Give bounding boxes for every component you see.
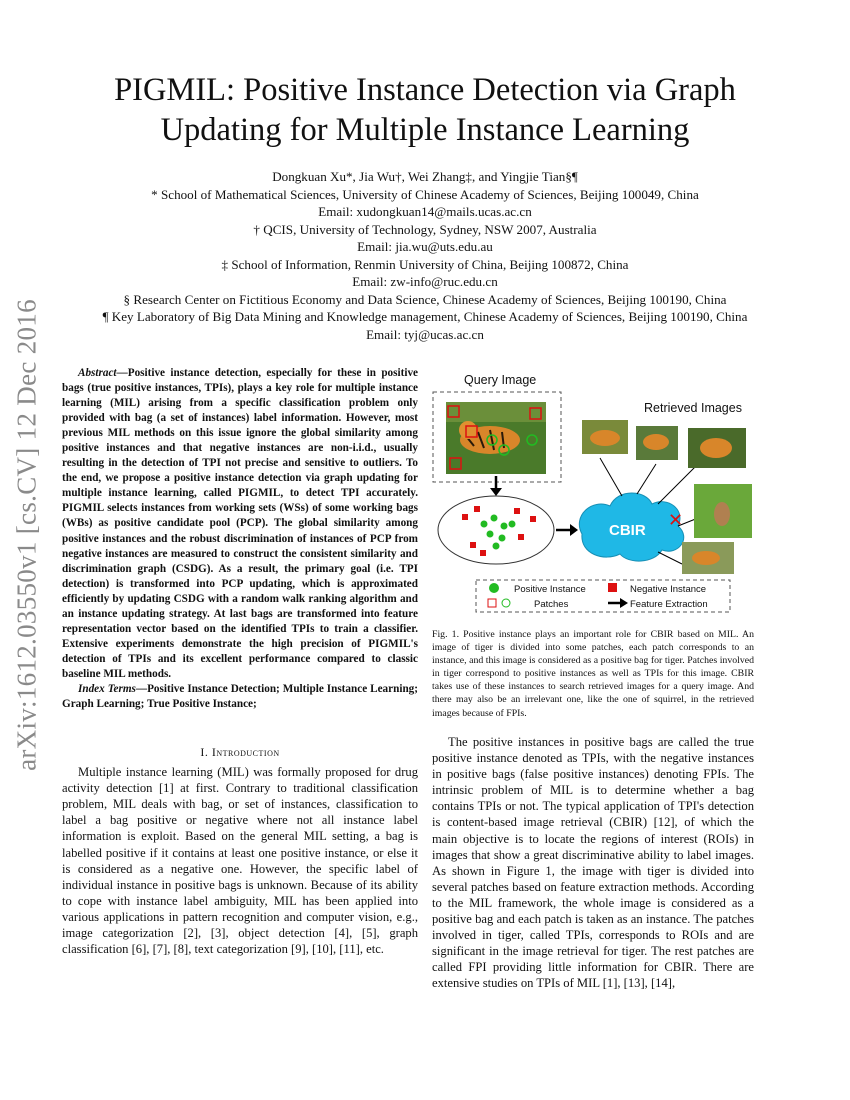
body-paragraph: The positive instances in positive bags are called the true positive instance denoted as TPIs, with the negative instances in positive bags (false positive instances) denoting FPIs. The intrinsic problem of MIL is to determine whether a bag contains TPIs or not. The typical application of TPI's detection is content-based image retrieval (CBIR) [12], of which the main objective is to locate the regions of interest (ROIs) in images that show a great discriminative ability to label images. As shown in Figure 1, the image with tiger is divided into several patches based on feature extraction methods. According to the MIL framework, the whole image is considered as a positive bag and each patch is taken as an instance. The patches involved in tiger, called TPIs, corresponds to ROIs and are significant in the image retrieval for tiger. The rest patches are called FPI providing little information for CBIR. There are extensive studies on TPIs of MIL [1], [13], [14], (432, 735, 754, 991)
author-block (60, 168, 790, 343)
email-2: Email: jia.wu@uts.edu.au (357, 239, 493, 254)
title-line-1: PIGMIL: Positive Instance Detection via Graph (114, 72, 736, 108)
index-terms-text: —Positive Instance Detection; Multiple Instance Learning; Graph Learning; True Positive Instance; (62, 682, 418, 711)
retrieved-images-label: Retrieved Images (644, 401, 742, 415)
title-line-2: Updating for Multiple Instance Learning (160, 112, 690, 148)
cbir-label: CBIR (609, 522, 646, 539)
legend-feature: Feature Extraction (630, 599, 708, 610)
abstract-label: Abstract (78, 367, 117, 379)
retrieved-tiger-2 (636, 426, 678, 460)
abstract-text: —Positive instance detection, especially for these in positive bags (true positive instances, TPIs), plays a key role for multiple instance learning (MIL) arising from a specific classification problem only provided with bag (a set of instances) label information. However, most previous MIL methods on this issue ignore the global similarity among positive instances and that negative instances are non-i.i.d., usually resulting in the detection of TPI not precise and sensitive to outliers. To the end, we propose a positive instance detection via graph updating for multiple instance learning, called PIGMIL, to detect TPI accurately. PIGMIL selects instances from working sets (WSs) of some working bags (WBs) as positive candidate pool (PCP). The global similarity among positive instances and the robust discrimination of instances of PCP from negative instances are measured to construct the consistent similarity and discrimination graph (CSDG). As a result, the primary goal (i.e. TPI detection) is transformed into PCP updating, which is approximated efficiently by updating CSDG with a random walk ranking algorithm and an instance updating strategy. At last bags are transformed into feature representation vector based on the identified TPIs to train a classifier. Extensive experiments demonstrate the high precision of PIGMIL's detection of TPIs and its excellent performance compared to classic baseline MIL methods. (62, 367, 418, 680)
reject-mark: ✕ (668, 510, 684, 530)
affiliation-2: † QCIS, University of Technology, Sydney, NSW 2007, Australia (253, 221, 597, 237)
section-heading: I. Introduction (200, 745, 280, 759)
legend-negative-marker (608, 583, 617, 592)
retrieved-squirrel (694, 484, 752, 538)
query-image-label: Query Image (464, 373, 537, 387)
figure-1 (432, 366, 754, 616)
tiger-query-image (446, 402, 546, 474)
affiliation-4: § Research Center on Fictitious Economy and Data Science, Chinese Academy of Sciences, Beijing 100190, China (123, 291, 727, 307)
legend-patches: Patches (534, 599, 569, 610)
email-3: Email: zw-info@ruc.edu.cn (352, 274, 498, 289)
abstract (62, 366, 418, 712)
legend-negative: Negative Instance (630, 584, 707, 595)
retrieved-tiger-3 (688, 428, 746, 468)
figure-caption: Fig. 1. Positive instance plays an important role for CBIR based on MIL. An image of tiger is divided into some patches, each patch corresponds to an instance, and this image is considered as a positive bag for tiger. Patches involved in tiger correspond to positive instances as well as TPIs for this image. CBIR takes use of these instances to search retrieved images for a query image. And there may also be an irrelevant one, like the one of squirrel, in the retrieved images because of FPIs. (432, 629, 754, 719)
instance-pool (438, 496, 554, 564)
legend-positive-marker (489, 583, 499, 593)
legend-positive: Positive Instance (514, 584, 586, 595)
arxiv-stamp: arXiv:1612.03550v1 [cs.CV] 12 Dec 2016 (11, 299, 42, 771)
index-terms-label: Index Terms (78, 682, 136, 695)
intro-paragraph: Multiple instance learning (MIL) was formally proposed for drug activity detection [1] at first. Contrary to traditional classification problem, MIL deals with bag, or set of instances, classification to label a bag positive or negative where not all instance label information is exploit. Based on the general MIL setting, a bag is labelled positive if it contains at least one positive instance, or else it is considered as a negative one. However, the specific label of individual instance in positive bags is unknown. Because of its ability to cope with instance label ambiguity, MIL has been applied into various applications in pattern recognition and computer vision, e.g., image categorization [2], [3], object detection [4], [5], graph classification [6], [7], [8], text categorization [9], [10], [11], etc. (62, 765, 418, 957)
retrieved-tiger-4 (682, 542, 734, 574)
affiliation-3: ‡ School of Information, Renmin University of China, Beijing 100872, China (221, 256, 629, 272)
right-column-text (432, 734, 754, 992)
affiliation-1: * School of Mathematical Sciences, University of Chinese Academy of Sciences, Beijing 100049, China (151, 186, 699, 202)
introduction-section (62, 744, 418, 957)
affiliation-5: ¶ Key Laboratory of Big Data Mining and Knowledge management, Chinese Academy of Sciences, Beijing 100190, China (102, 309, 748, 324)
retrieved-tiger-1 (582, 420, 628, 454)
email-5: Email: tyj@ucas.ac.cn (366, 326, 484, 342)
email-1: Email: xudongkuan14@mails.ucas.ac.cn (318, 204, 532, 219)
paper-title (60, 70, 790, 150)
author-names: Dongkuan Xu*, Jia Wu†, Wei Zhang‡, and Yingjie Tian§¶ (272, 169, 578, 184)
